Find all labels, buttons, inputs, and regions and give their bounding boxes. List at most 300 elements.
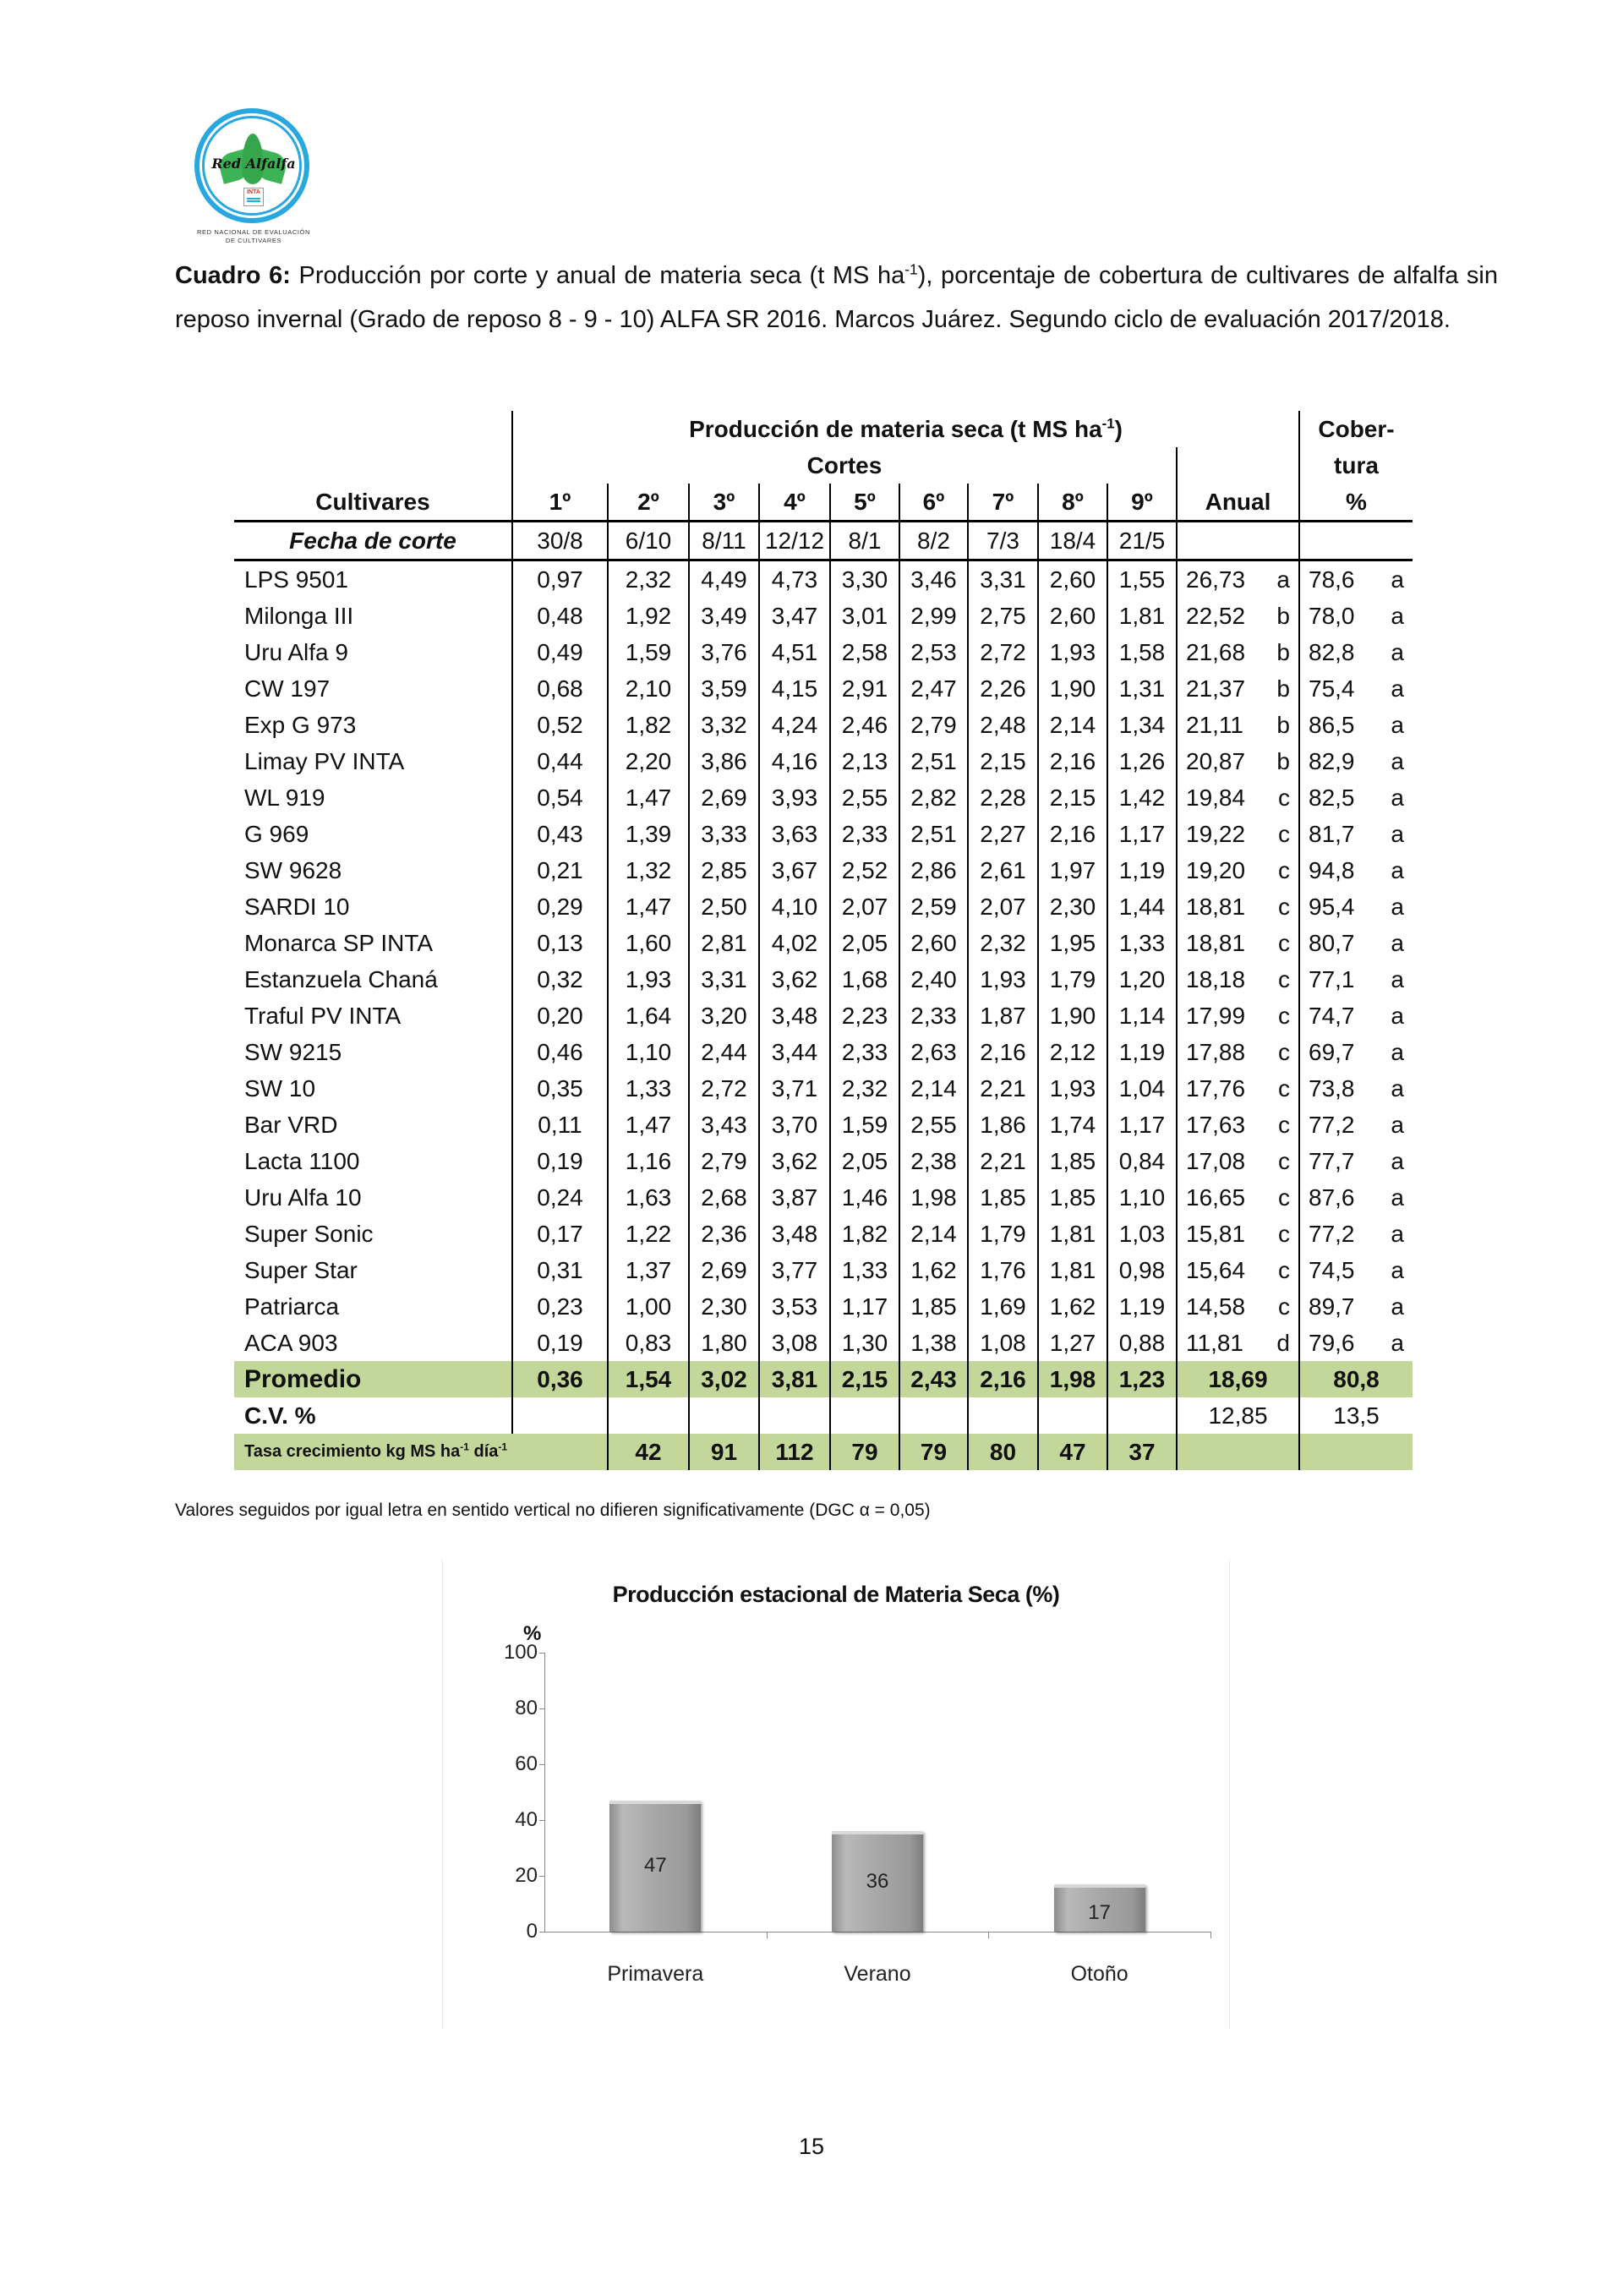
- anual-value: 15,81: [1186, 1221, 1246, 1247]
- cut-value: 2,72: [968, 634, 1038, 670]
- cut-value: 2,79: [899, 707, 968, 743]
- cut-value: 1,47: [608, 779, 689, 816]
- seasonal-production-chart: [442, 1560, 1230, 2029]
- cobertura-header-3: %: [1299, 484, 1413, 522]
- cobertura-cell: [1299, 998, 1413, 1034]
- anual-cell: [1177, 852, 1299, 888]
- cortes-header: Cortes: [512, 447, 1177, 484]
- cobertura-value: 77,7: [1309, 1148, 1355, 1174]
- promedio-cut-9: 1,23: [1107, 1361, 1177, 1397]
- cut-value: 1,79: [1038, 961, 1107, 998]
- group-title-end: ): [1114, 416, 1123, 442]
- cobertura-value: 86,5: [1309, 712, 1355, 738]
- group-title-sup: -1: [1101, 415, 1115, 432]
- cut-value: 1,80: [689, 1325, 759, 1361]
- chart-plot-area: [503, 1641, 1210, 1986]
- cut-value: 1,16: [608, 1143, 689, 1179]
- fecha-4: 12/12: [759, 522, 830, 560]
- cut-value: 4,24: [759, 707, 830, 743]
- anual-letter: c: [1278, 1257, 1290, 1283]
- cut-value: 1,34: [1107, 707, 1177, 743]
- cultivar-name: Limay PV INTA: [244, 748, 405, 774]
- anual-letter: c: [1278, 1184, 1290, 1211]
- cultivar-name: Uru Alfa 9: [244, 639, 348, 665]
- anual-cell: [1177, 961, 1299, 998]
- promedio-label: Promedio: [234, 1361, 512, 1397]
- cut-value: 2,27: [968, 816, 1038, 852]
- cut-value: 2,28: [968, 779, 1038, 816]
- cobertura-letter: a: [1391, 1003, 1404, 1029]
- tasa-7: 80: [968, 1434, 1038, 1470]
- anual-value: 17,88: [1186, 1039, 1246, 1065]
- cobertura-value: 73,8: [1309, 1075, 1355, 1102]
- cut-value: 1,60: [608, 925, 689, 961]
- caption-text-2: ), porcentaje de cobertura de cultivares de alfalfa sin reposo invernal (Grado de reposo 8 - 9 - 10) ALFA SR 2016. Marcos Juárez. Segundo ciclo de evaluación 2017/2018.: [175, 262, 1499, 333]
- cut-value: 2,75: [968, 598, 1038, 634]
- anual-value: 21,11: [1186, 712, 1243, 738]
- anual-value: 11,81: [1186, 1330, 1243, 1356]
- promedio-cut-4: 3,81: [759, 1361, 830, 1397]
- cut-value: 3,67: [759, 852, 830, 888]
- cut-value: 2,23: [830, 998, 899, 1034]
- cobertura-cell: [1299, 634, 1413, 670]
- cut-header-1: 1º: [512, 484, 608, 522]
- cobertura-cell: [1299, 1143, 1413, 1179]
- cut-value: 2,69: [689, 779, 759, 816]
- cut-value: 2,16: [968, 1034, 1038, 1070]
- cut-value: 1,82: [608, 707, 689, 743]
- cut-value: 3,47: [759, 598, 830, 634]
- cv-cob: 13,5: [1299, 1397, 1413, 1434]
- table-row: [234, 852, 1413, 888]
- cobertura-letter: a: [1391, 566, 1404, 593]
- cut-value: 3,49: [689, 598, 759, 634]
- tasa-3: 91: [689, 1434, 759, 1470]
- anual-letter: c: [1278, 1075, 1290, 1102]
- cut-value: 2,46: [830, 707, 899, 743]
- cut-value: 1,10: [608, 1034, 689, 1070]
- cobertura-cell: [1299, 779, 1413, 816]
- cobertura-letter: a: [1391, 675, 1404, 702]
- cut-value: 1,19: [1107, 1034, 1177, 1070]
- anual-value: 20,87: [1186, 748, 1246, 774]
- cobertura-cell: [1299, 1252, 1413, 1288]
- anual-letter: c: [1278, 821, 1290, 847]
- cut-value: 3,53: [759, 1288, 830, 1325]
- table-row: [234, 1034, 1413, 1070]
- anual-header: Anual: [1177, 484, 1299, 522]
- cobertura-letter: a: [1391, 1112, 1404, 1138]
- cobertura-value: 80,7: [1309, 930, 1355, 956]
- cut-value: 0,68: [512, 670, 608, 707]
- cut-value: 3,62: [759, 961, 830, 998]
- promedio-cob: 80,8: [1299, 1361, 1413, 1397]
- cut-value: 2,44: [689, 1034, 759, 1070]
- cobertura-letter: a: [1391, 1148, 1404, 1174]
- cut-value: 3,86: [689, 743, 759, 779]
- cut-value: 1,00: [608, 1288, 689, 1325]
- anual-header-spacer: [1177, 447, 1299, 484]
- cobertura-cell: [1299, 816, 1413, 852]
- anual-value: 19,20: [1186, 857, 1246, 883]
- cobertura-cell: [1299, 1034, 1413, 1070]
- cut-value: 0,19: [512, 1143, 608, 1179]
- anual-value: 18,81: [1186, 894, 1246, 920]
- cut-value: 2,55: [830, 779, 899, 816]
- cut-value: 2,30: [689, 1288, 759, 1325]
- cut-value: 3,44: [759, 1034, 830, 1070]
- fecha-2: 6/10: [608, 522, 689, 560]
- cut-value: 2,99: [899, 598, 968, 634]
- promedio-cut-1: 0,36: [512, 1361, 608, 1397]
- cut-value: 3,33: [689, 816, 759, 852]
- anual-value: 17,08: [1186, 1148, 1246, 1174]
- cultivar-name: SW 9628: [244, 857, 342, 883]
- table-row: [234, 888, 1413, 925]
- cut-value: 2,33: [830, 1034, 899, 1070]
- red-alfalfa-logo: [178, 100, 330, 248]
- cut-value: 2,82: [899, 779, 968, 816]
- y-tick-mark: [539, 1708, 544, 1709]
- table-row: [234, 1143, 1413, 1179]
- cut-value: 0,84: [1107, 1143, 1177, 1179]
- cut-value: 0,35: [512, 1070, 608, 1107]
- cut-value: 1,93: [968, 961, 1038, 998]
- cut-value: 0,46: [512, 1034, 608, 1070]
- cut-value: 1,74: [1038, 1107, 1107, 1143]
- cut-value: 3,31: [968, 560, 1038, 599]
- table-row: [234, 670, 1413, 707]
- cut-value: 1,33: [608, 1070, 689, 1107]
- cut-value: 1,58: [1107, 634, 1177, 670]
- anual-value: 26,73: [1186, 566, 1246, 593]
- anual-letter: a: [1276, 566, 1290, 593]
- anual-value: 21,68: [1186, 639, 1246, 665]
- cut-value: 1,17: [1107, 1107, 1177, 1143]
- cobertura-value: 74,7: [1309, 1003, 1355, 1029]
- cut-value: 1,85: [899, 1288, 968, 1325]
- production-table: [234, 411, 1413, 1470]
- cut-value: 2,79: [689, 1143, 759, 1179]
- cut-value: 1,47: [608, 1107, 689, 1143]
- y-tick-mark: [539, 1876, 544, 1877]
- anual-cell: [1177, 1216, 1299, 1252]
- cut-value: 1,85: [1038, 1179, 1107, 1216]
- cut-value: 1,85: [968, 1179, 1038, 1216]
- cobertura-cell: [1299, 670, 1413, 707]
- cut-value: 4,51: [759, 634, 830, 670]
- promedio-row: [234, 1361, 1413, 1397]
- cut-value: 2,20: [608, 743, 689, 779]
- anual-letter: c: [1278, 857, 1290, 883]
- cobertura-cell: [1299, 961, 1413, 998]
- cut-value: 4,02: [759, 925, 830, 961]
- fecha-7: 7/3: [968, 522, 1038, 560]
- cut-value: 1,33: [830, 1252, 899, 1288]
- cut-value: 2,32: [608, 560, 689, 599]
- table-row: [234, 1288, 1413, 1325]
- cut-value: 1,20: [1107, 961, 1177, 998]
- promedio-cut-5: 2,15: [830, 1361, 899, 1397]
- cut-value: 2,12: [1038, 1034, 1107, 1070]
- cobertura-cell: [1299, 743, 1413, 779]
- cobertura-value: 75,4: [1309, 675, 1355, 702]
- cut-value: 0,48: [512, 598, 608, 634]
- cobertura-value: 82,5: [1309, 784, 1355, 811]
- cobertura-letter: a: [1391, 1257, 1404, 1283]
- cultivar-name: Patriarca: [244, 1293, 340, 1320]
- cut-value: 1,31: [1107, 670, 1177, 707]
- cut-value: 3,01: [830, 598, 899, 634]
- cut-value: 1,55: [1107, 560, 1177, 599]
- cut-value: 0,52: [512, 707, 608, 743]
- table-row: [234, 1325, 1413, 1361]
- logo-subtitle-line1: RED NACIONAL DE EVALUACIÓN: [197, 228, 310, 236]
- anual-value: 21,37: [1186, 675, 1246, 702]
- cut-value: 2,05: [830, 925, 899, 961]
- cut-value: 2,36: [689, 1216, 759, 1252]
- tasa-sup-2: -1: [498, 1440, 508, 1453]
- x-category-label: Primavera: [607, 1962, 704, 1986]
- anual-cell: [1177, 598, 1299, 634]
- cut-value: 0,43: [512, 816, 608, 852]
- anual-cell: [1177, 888, 1299, 925]
- fecha-label: Fecha de corte: [234, 522, 512, 560]
- cut-value: 1,42: [1107, 779, 1177, 816]
- bar-value-label: 17: [1088, 1900, 1111, 1924]
- tasa-sup-1: -1: [460, 1440, 469, 1453]
- anual-letter: c: [1278, 1221, 1290, 1247]
- cut-value: 4,15: [759, 670, 830, 707]
- promedio-cut-6: 2,43: [899, 1361, 968, 1397]
- cut-value: 1,76: [968, 1252, 1038, 1288]
- cut-value: 2,47: [899, 670, 968, 707]
- anual-cell: [1177, 998, 1299, 1034]
- cut-value: 1,59: [608, 634, 689, 670]
- cobertura-value: 89,7: [1309, 1293, 1355, 1320]
- cobertura-value: 77,1: [1309, 966, 1355, 992]
- table-row: [234, 961, 1413, 998]
- cobertura-letter: a: [1391, 1221, 1404, 1247]
- tasa-4: 112: [759, 1434, 830, 1470]
- cut-value: 0,17: [512, 1216, 608, 1252]
- anual-letter: c: [1278, 1148, 1290, 1174]
- anual-value: 19,22: [1186, 821, 1246, 847]
- cut-value: 3,77: [759, 1252, 830, 1288]
- cut-value: 2,63: [899, 1034, 968, 1070]
- cut-value: 1,26: [1107, 743, 1177, 779]
- cut-value: 3,48: [759, 998, 830, 1034]
- header-row-1: [234, 411, 1413, 447]
- cut-value: 1,33: [1107, 925, 1177, 961]
- y-tick-label: 100: [503, 1641, 538, 1664]
- anual-letter: c: [1278, 784, 1290, 811]
- table-row: [234, 779, 1413, 816]
- table-row: [234, 998, 1413, 1034]
- cobertura-value: 81,7: [1309, 821, 1355, 847]
- cobertura-value: 74,5: [1309, 1257, 1355, 1283]
- x-category-label: Otoño: [1070, 1962, 1128, 1986]
- cobertura-cell: [1299, 888, 1413, 925]
- table-row: [234, 1070, 1413, 1107]
- header-row-3: [234, 484, 1413, 522]
- cut-value: 2,07: [968, 888, 1038, 925]
- anual-letter: d: [1276, 1330, 1290, 1356]
- anual-cell: [1177, 1143, 1299, 1179]
- group-title: [512, 411, 1299, 447]
- cobertura-value: 77,2: [1309, 1221, 1355, 1247]
- cut-value: 1,03: [1107, 1216, 1177, 1252]
- anual-letter: b: [1276, 675, 1290, 702]
- cut-value: 0,19: [512, 1325, 608, 1361]
- group-title-text: Producción de materia seca (t MS ha: [689, 416, 1102, 442]
- anual-letter: c: [1278, 966, 1290, 992]
- inta-badge-icon: [243, 188, 264, 206]
- cobertura-letter: a: [1391, 639, 1404, 665]
- cobertura-value: 94,8: [1309, 857, 1355, 883]
- cultivar-name: Exp G 973: [244, 712, 357, 738]
- cut-value: 3,71: [759, 1070, 830, 1107]
- anual-cell: [1177, 1034, 1299, 1070]
- fecha-1: 30/8: [512, 522, 608, 560]
- cut-value: 1,64: [608, 998, 689, 1034]
- tasa-row: [234, 1434, 1413, 1470]
- cobertura-letter: a: [1391, 930, 1404, 956]
- caption-sup: -1: [904, 260, 918, 278]
- caption-label: Cuadro 6:: [175, 262, 291, 289]
- anual-letter: c: [1278, 894, 1290, 920]
- tasa-label-2: día: [468, 1442, 499, 1461]
- anual-value: 17,99: [1186, 1003, 1246, 1029]
- cultivar-name: WL 919: [244, 784, 325, 811]
- cobertura-cell: [1299, 852, 1413, 888]
- cut-value: 0,24: [512, 1179, 608, 1216]
- anual-letter: c: [1278, 930, 1290, 956]
- cut-value: 2,30: [1038, 888, 1107, 925]
- anual-letter: b: [1276, 748, 1290, 774]
- cut-value: 2,72: [689, 1070, 759, 1107]
- cut-value: 2,15: [968, 743, 1038, 779]
- cobertura-header-1: Cober-: [1299, 411, 1413, 447]
- page-number: 15: [798, 2134, 825, 2159]
- x-tick-mark: [767, 1932, 768, 1938]
- cut-value: 1,90: [1038, 670, 1107, 707]
- cut-value: 0,97: [512, 560, 608, 599]
- cobertura-letter: a: [1391, 1330, 1404, 1356]
- cobertura-cell: [1299, 1325, 1413, 1361]
- cut-value: 4,49: [689, 560, 759, 599]
- cut-value: 1,81: [1038, 1252, 1107, 1288]
- cobertura-letter: a: [1391, 603, 1404, 629]
- cobertura-value: 78,0: [1309, 603, 1355, 629]
- cut-value: 3,59: [689, 670, 759, 707]
- cut-header-5: 5º: [830, 484, 899, 522]
- cut-value: 3,20: [689, 998, 759, 1034]
- cut-value: 0,88: [1107, 1325, 1177, 1361]
- cut-value: 1,08: [968, 1325, 1038, 1361]
- promedio-cut-3: 3,02: [689, 1361, 759, 1397]
- anual-cell: [1177, 743, 1299, 779]
- cut-value: 1,86: [968, 1107, 1038, 1143]
- cobertura-letter: a: [1391, 821, 1404, 847]
- cultivar-name: LPS 9501: [244, 566, 348, 593]
- cultivar-rows: [234, 560, 1413, 1362]
- cut-value: 2,52: [830, 852, 899, 888]
- cut-value: 1,37: [608, 1252, 689, 1288]
- cut-value: 2,32: [968, 925, 1038, 961]
- cultivar-name: Super Sonic: [244, 1221, 374, 1247]
- cut-value: 2,05: [830, 1143, 899, 1179]
- anual-value: 14,58: [1186, 1293, 1246, 1320]
- cut-value: 4,73: [759, 560, 830, 599]
- cobertura-cell: [1299, 598, 1413, 634]
- table-row: [234, 707, 1413, 743]
- cut-value: 1,19: [1107, 1288, 1177, 1325]
- caption-text-1: Producción por corte y anual de materia seca (t MS ha: [290, 262, 905, 289]
- anual-letter: c: [1278, 1112, 1290, 1138]
- cut-value: 1,69: [968, 1288, 1038, 1325]
- cut-value: 0,31: [512, 1252, 608, 1288]
- cut-value: 3,30: [830, 560, 899, 599]
- table-row: [234, 1216, 1413, 1252]
- tasa-8: 47: [1038, 1434, 1107, 1470]
- table-row: [234, 743, 1413, 779]
- cv-anual: 12,85: [1177, 1397, 1299, 1434]
- x-category-label: Verano: [844, 1962, 911, 1986]
- cut-value: 1,39: [608, 816, 689, 852]
- cut-value: 3,63: [759, 816, 830, 852]
- cut-value: 2,55: [899, 1107, 968, 1143]
- cut-value: 1,59: [830, 1107, 899, 1143]
- table-row: [234, 925, 1413, 961]
- cut-value: 0,29: [512, 888, 608, 925]
- cultivar-name: SARDI 10: [244, 894, 350, 920]
- cut-value: 2,07: [830, 888, 899, 925]
- cultivar-name: Traful PV INTA: [244, 1003, 402, 1029]
- cut-value: 1,10: [1107, 1179, 1177, 1216]
- cut-value: 2,14: [1038, 707, 1107, 743]
- table-row: [234, 634, 1413, 670]
- fecha-9: 21/5: [1107, 522, 1177, 560]
- cut-value: 1,93: [1038, 1070, 1107, 1107]
- cut-value: 3,70: [759, 1107, 830, 1143]
- anual-cell: [1177, 816, 1299, 852]
- promedio-anual: 18,69: [1177, 1361, 1299, 1397]
- cobertura-letter: a: [1391, 857, 1404, 883]
- cobertura-letter: a: [1391, 1075, 1404, 1102]
- anual-letter: c: [1278, 1039, 1290, 1065]
- cut-value: 2,13: [830, 743, 899, 779]
- promedio-cut-7: 2,16: [968, 1361, 1038, 1397]
- cut-value: 2,32: [830, 1070, 899, 1107]
- cut-value: 1,68: [830, 961, 899, 998]
- table-footnote: Valores seguidos por igual letra en sentido vertical no difieren significativamente (DGC α = 0,05): [175, 1501, 931, 1520]
- anual-cell: [1177, 1107, 1299, 1143]
- anual-value: 17,63: [1186, 1112, 1246, 1138]
- cut-value: 2,26: [968, 670, 1038, 707]
- anual-letter: b: [1276, 639, 1290, 665]
- cut-value: 2,51: [899, 816, 968, 852]
- logo-subtitle: [178, 228, 330, 245]
- anual-cell: [1177, 670, 1299, 707]
- tasa-6: 79: [899, 1434, 968, 1470]
- y-tick-label: 80: [515, 1697, 538, 1719]
- logo-subtitle-line2: DE CULTIVARES: [225, 237, 282, 244]
- cultivar-name: Uru Alfa 10: [244, 1184, 362, 1211]
- cut-value: 2,53: [899, 634, 968, 670]
- cut-value: 3,93: [759, 779, 830, 816]
- table-row: [234, 1107, 1413, 1143]
